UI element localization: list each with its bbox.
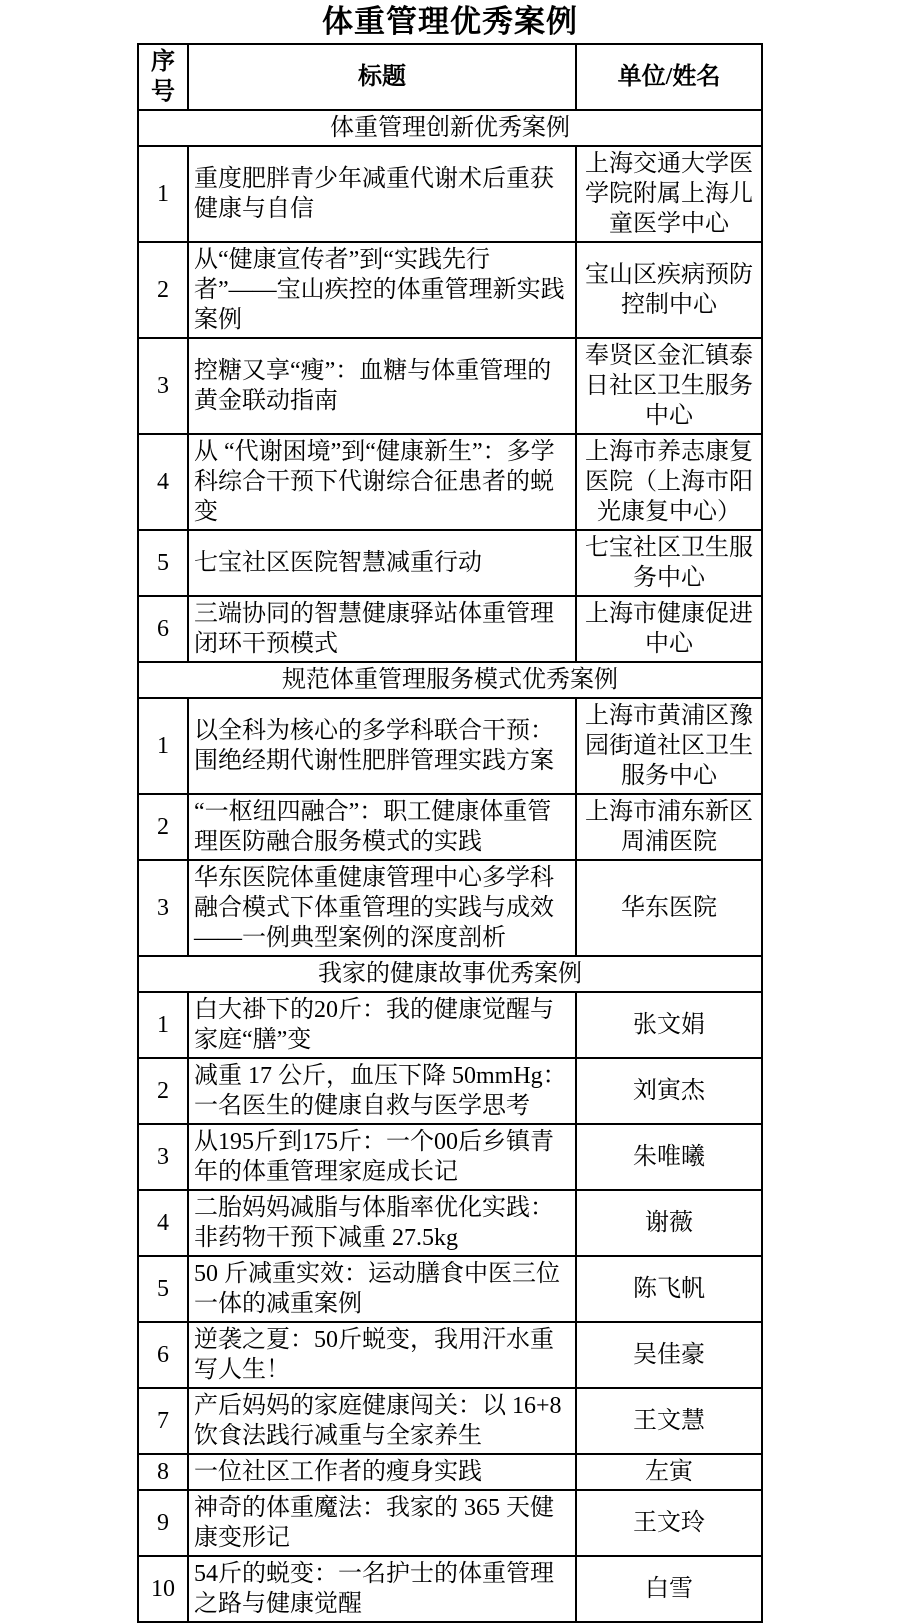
table-row — [138, 146, 762, 242]
case-title: 华东医院体重健康管理中心多学科融合模式下体重管理的实践与成效——一例典型案例的深度剖析 — [188, 860, 576, 956]
case-number: 2 — [138, 1058, 188, 1124]
table-row — [138, 1490, 762, 1556]
case-title: 54斤的蜕变：一名护士的体重管理之路与健康觉醒 — [188, 1556, 576, 1622]
case-title: 从“健康宣传者”到“实践先行者”——宝山疾控的体重管理新实践案例 — [188, 242, 576, 338]
case-unit-name: 宝山区疾病预防控制中心 — [576, 242, 762, 338]
case-unit-name: 上海市健康促进中心 — [576, 596, 762, 662]
section-header-row — [138, 662, 762, 698]
section-header-label: 体重管理创新优秀案例 — [138, 110, 762, 146]
case-number: 9 — [138, 1490, 188, 1556]
case-unit-name: 王文慧 — [576, 1388, 762, 1454]
case-number: 3 — [138, 860, 188, 956]
page-title: 体重管理优秀案例 — [322, 4, 578, 39]
section-header-label: 我家的健康故事优秀案例 — [138, 956, 762, 992]
table-row — [138, 1322, 762, 1388]
case-unit-name: 上海交通大学医学院附属上海儿童医学中心 — [576, 146, 762, 242]
case-unit-name: 陈飞帆 — [576, 1256, 762, 1322]
case-title: 从 “代谢困境”到“健康新生”：多学科综合干预下代谢综合征患者的蜕变 — [188, 434, 576, 530]
case-unit-name: 上海市黄浦区豫园街道社区卫生服务中心 — [576, 698, 762, 794]
case-number: 4 — [138, 434, 188, 530]
table-row — [138, 434, 762, 530]
case-title: 减重 17 公斤，血压下降 50mmHg：一名医生的健康自救与医学思考 — [188, 1058, 576, 1124]
case-unit-name: 华东医院 — [576, 860, 762, 956]
case-unit-name: 上海市养志康复医院（上海市阳光康复中心） — [576, 434, 762, 530]
table-row — [138, 242, 762, 338]
header-row — [138, 44, 762, 110]
case-unit-name: 王文玲 — [576, 1490, 762, 1556]
case-number: 1 — [138, 698, 188, 794]
case-number: 8 — [138, 1454, 188, 1490]
column-header-title: 标题 — [188, 44, 576, 110]
table-row — [138, 1256, 762, 1322]
case-unit-name: 七宝社区卫生服务中心 — [576, 530, 762, 596]
column-header-unit: 单位/姓名 — [576, 44, 762, 110]
case-unit-name: 刘寅杰 — [576, 1058, 762, 1124]
table-row — [138, 794, 762, 860]
table-row — [138, 1454, 762, 1490]
case-title: 以全科为核心的多学科联合干预：围绝经期代谢性肥胖管理实践方案 — [188, 698, 576, 794]
case-number: 10 — [138, 1556, 188, 1622]
table-row — [138, 530, 762, 596]
table-row — [138, 860, 762, 956]
table-row — [138, 1556, 762, 1622]
case-title: 三端协同的智慧健康驿站体重管理闭环干预模式 — [188, 596, 576, 662]
case-unit-name: 白雪 — [576, 1556, 762, 1622]
case-unit-name: 上海市浦东新区周浦医院 — [576, 794, 762, 860]
case-unit-name: 左寅 — [576, 1454, 762, 1490]
case-title: 二胎妈妈减脂与体脂率优化实践：非药物干预下减重 27.5kg — [188, 1190, 576, 1256]
case-number: 6 — [138, 596, 188, 662]
case-title: “一枢纽四融合”：职工健康体重管理医防融合服务模式的实践 — [188, 794, 576, 860]
case-number: 6 — [138, 1322, 188, 1388]
case-title: 50 斤减重实效：运动膳食中医三位一体的减重案例 — [188, 1256, 576, 1322]
case-number: 3 — [138, 1124, 188, 1190]
case-title: 神奇的体重魔法：我家的 365 天健康变形记 — [188, 1490, 576, 1556]
table-row — [138, 1388, 762, 1454]
case-unit-name: 张文娟 — [576, 992, 762, 1058]
column-header-index: 序号 — [138, 44, 188, 110]
case-number: 1 — [138, 992, 188, 1058]
case-number: 2 — [138, 794, 188, 860]
section-header-label: 规范体重管理服务模式优秀案例 — [138, 662, 762, 698]
section-header-row — [138, 956, 762, 992]
table-row — [138, 698, 762, 794]
case-number: 5 — [138, 530, 188, 596]
table-row — [138, 1190, 762, 1256]
case-title: 七宝社区医院智慧减重行动 — [188, 530, 576, 596]
table-row — [138, 338, 762, 434]
case-title: 从195斤到175斤：一个00后乡镇青年的体重管理家庭成长记 — [188, 1124, 576, 1190]
case-number: 3 — [138, 338, 188, 434]
cases-table — [137, 43, 763, 1623]
case-title: 逆袭之夏：50斤蜕变，我用汗水重写人生！ — [188, 1322, 576, 1388]
table-row — [138, 1058, 762, 1124]
case-number: 5 — [138, 1256, 188, 1322]
case-unit-name: 吴佳豪 — [576, 1322, 762, 1388]
table-header — [138, 44, 762, 110]
table-row — [138, 1124, 762, 1190]
case-title: 白大褂下的20斤：我的健康觉醒与家庭“膳”变 — [188, 992, 576, 1058]
case-title: 一位社区工作者的瘦身实践 — [188, 1454, 576, 1490]
case-unit-name: 谢薇 — [576, 1190, 762, 1256]
case-number: 1 — [138, 146, 188, 242]
case-number: 2 — [138, 242, 188, 338]
table-row — [138, 992, 762, 1058]
case-title: 产后妈妈的家庭健康闯关：以 16+8 饮食法践行减重与全家养生 — [188, 1388, 576, 1454]
case-number: 7 — [138, 1388, 188, 1454]
case-unit-name: 朱唯曦 — [576, 1124, 762, 1190]
section-header-row — [138, 110, 762, 146]
table-row — [138, 596, 762, 662]
case-unit-name: 奉贤区金汇镇泰日社区卫生服务中心 — [576, 338, 762, 434]
case-title: 控糖又享“瘦”：血糖与体重管理的黄金联动指南 — [188, 338, 576, 434]
table-body — [138, 110, 762, 1622]
case-title: 重度肥胖青少年减重代谢术后重获健康与自信 — [188, 146, 576, 242]
case-number: 4 — [138, 1190, 188, 1256]
